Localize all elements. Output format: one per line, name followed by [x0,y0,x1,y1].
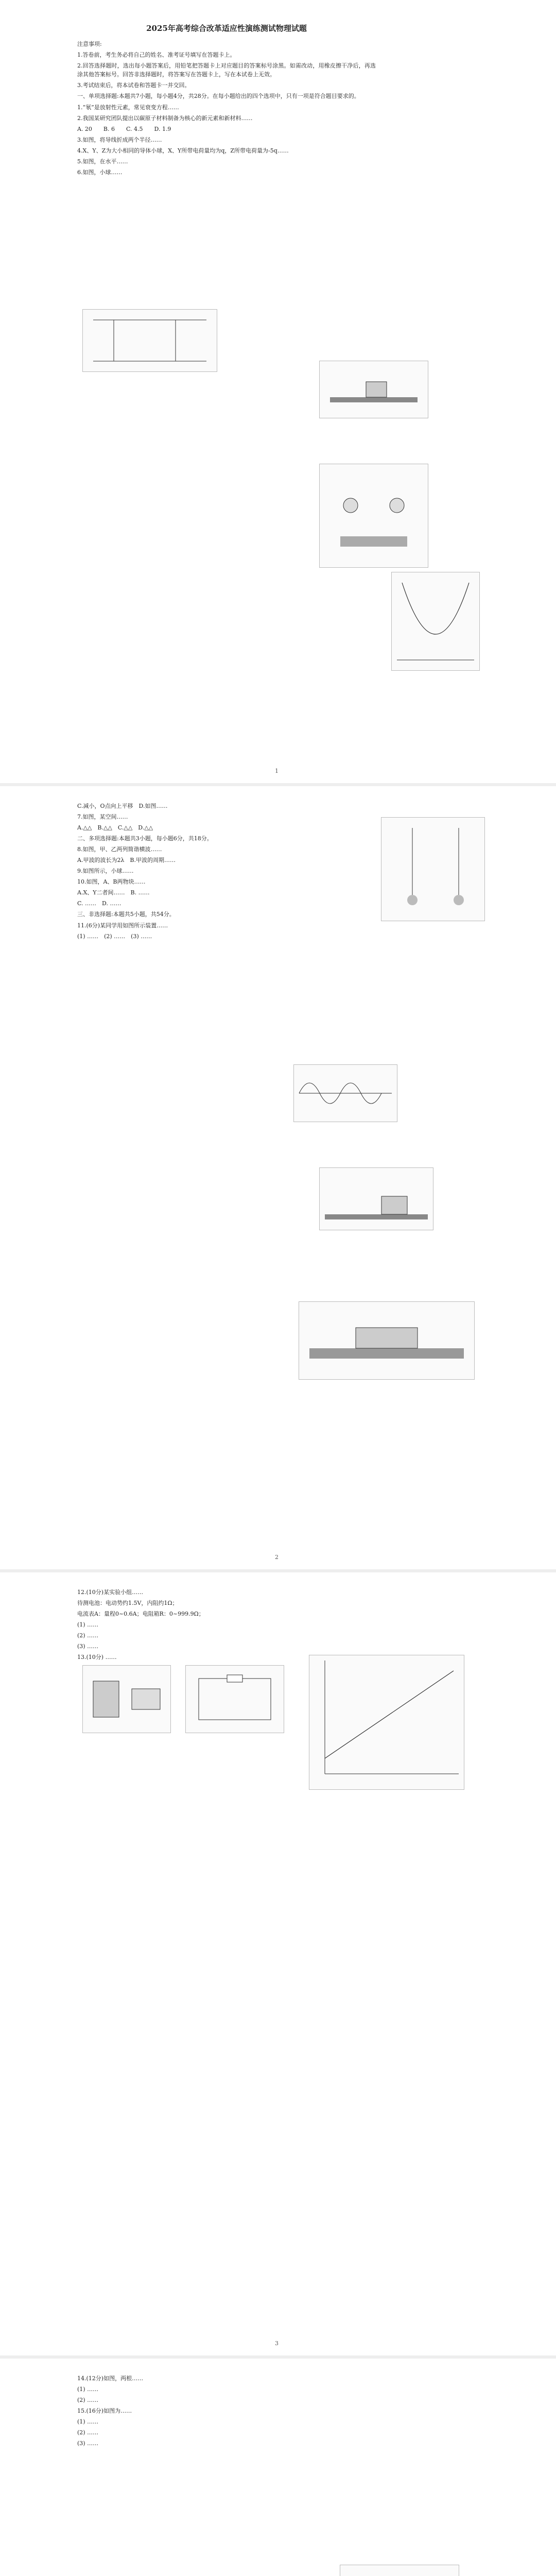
paragraph: 5.如图，在水平…… [77,158,128,165]
paragraph: A.X、Y二者间…… B. …… [77,889,150,896]
page-number: 3 [275,2340,279,2347]
pendulum-photos-figure [381,817,485,921]
paragraph: (1) …… [77,1621,99,1629]
paragraph: C.减小，O点向上平移 D.如图…… [77,803,168,809]
paragraph: 13.(10分) …… [77,1654,117,1661]
page-1-content [77,20,376,179]
paragraph: 7.如图，某空间…… [77,814,128,821]
paragraph: 11.(6分)某同学用如图所示装置…… [77,922,168,929]
paragraph: 1.“氡”是放射性元素，常见衰变方程…… [77,104,179,111]
paragraph: 3.考试结束后，将本试卷和答题卡一并交回。 [77,82,190,89]
wave-graph-figure [293,1064,397,1122]
paragraph: 一、单项选择题:本题共7小题，每小题4分，共28分。在每小题给出的四个选项中，只有一项是符合题目要求的。 [77,93,360,100]
rails-field-figure [340,2565,459,2576]
paragraph: (1) …… [77,2386,99,2393]
paragraph: 8.如图，甲、乙两列简谐横波…… [77,846,162,853]
paragraph: 1.答卷前，考生务必将自己的姓名、准考证号填写在答题卡上。 [77,52,236,59]
paragraph: (1) …… [77,2418,99,2426]
lab-apparatus-figure [299,1301,475,1380]
page-3-content [77,1588,376,1664]
page-number: 1 [275,768,279,774]
page-2 [0,786,556,1569]
paragraph: 9.如图所示，小球…… [77,868,134,875]
paragraph: (3) …… [77,1643,99,1650]
paragraph: 15.(16分)如图为…… [77,2408,132,2415]
circuit-diagram-svg [186,1666,284,1733]
energy-diagram-svg [83,310,217,371]
document-title: 2025年高考综合改革适应性演练测试物理试题 [146,24,307,33]
circuit-photo-figure [82,1665,171,1733]
parabola-trajectory-figure [391,572,480,671]
page-number: 2 [275,1554,279,1561]
page-4 [0,2359,556,2576]
block-spring-svg [320,1168,433,1230]
page-2-content [77,802,376,943]
paragraph: (2) …… [77,2429,99,2436]
mass-spring-svg [320,361,428,418]
paragraph: 电流表A：量程0~0.6A；电阻箱R：0~999.9Ω； [77,1611,204,1618]
pendulum-photos-svg [381,818,484,921]
charged-balls-svg [320,464,428,567]
paragraph: 14.(12分)如图，两根…… [77,2375,144,2382]
linear-graph-svg [309,1655,464,1789]
circuit-photo-svg [83,1666,170,1733]
paragraph: 12.(10分)某实验小组…… [77,1589,144,1596]
parabola-trajectory-svg [392,572,479,670]
charged-balls-figure [319,464,428,568]
paragraph: (1) …… (2) …… (3) …… [77,933,152,940]
paragraph: A. 20 B. 6 C. 4.5 D. 1.9 [77,125,171,132]
rails-field-svg [340,2565,459,2576]
block-spring-figure [319,1167,433,1230]
paragraph: 10.如图，A、B两物块…… [77,878,146,886]
paragraph: (2) …… [77,1632,99,1639]
linear-graph-figure [309,1655,464,1790]
paragraph: 4.X、Y、Z为大小相同的导体小球，X、Y所带电荷量均为q，Z所带电荷量为-5q…… [77,147,289,154]
page-4-content [77,2374,376,2450]
paragraph: 待测电池：电动势约1.5V，内阻约1Ω； [77,1600,178,1607]
paragraph: A.△△ B.△△ C.△△ D.△△ [77,824,153,832]
paragraph: (2) …… [77,2397,99,2404]
energy-diagram-figure [82,309,217,372]
paragraph: 2.回答选择题时，选出每小题答案后，用铅笔把答题卡上对应题目的答案标号涂黑。如需改动，用橡皮擦干净后，再选涂其他答案标号。回答非选择题时，将答案写在答题卡上，写在本试卷上无效。 [77,62,376,78]
wave-graph-svg [294,1065,397,1122]
paragraph: 6.如图，小球…… [77,168,123,176]
paragraph: 注意事项: [77,41,102,48]
page-3 [0,1572,556,2355]
circuit-diagram-figure [185,1665,284,1733]
paragraph: 2.我国某研究团队提出以碳原子材料制备为核心的新元素和新材料…… [77,114,253,122]
paragraph: 三、非选择题:本题共5小题，共54分。 [77,911,175,918]
mass-spring-figure [319,361,428,418]
page-1 [0,0,556,783]
paragraph: 二、多项选择题:本题共3小题，每小题6分，共18分。 [77,835,213,842]
paragraph: C. …… D. …… [77,900,121,907]
paragraph: 3.如图，将导线折成两个半径…… [77,136,162,143]
paragraph: A.甲波的波长为2λ B.甲波的周期…… [77,857,176,864]
lab-apparatus-svg [299,1302,474,1379]
paragraph: (3) …… [77,2440,99,2447]
